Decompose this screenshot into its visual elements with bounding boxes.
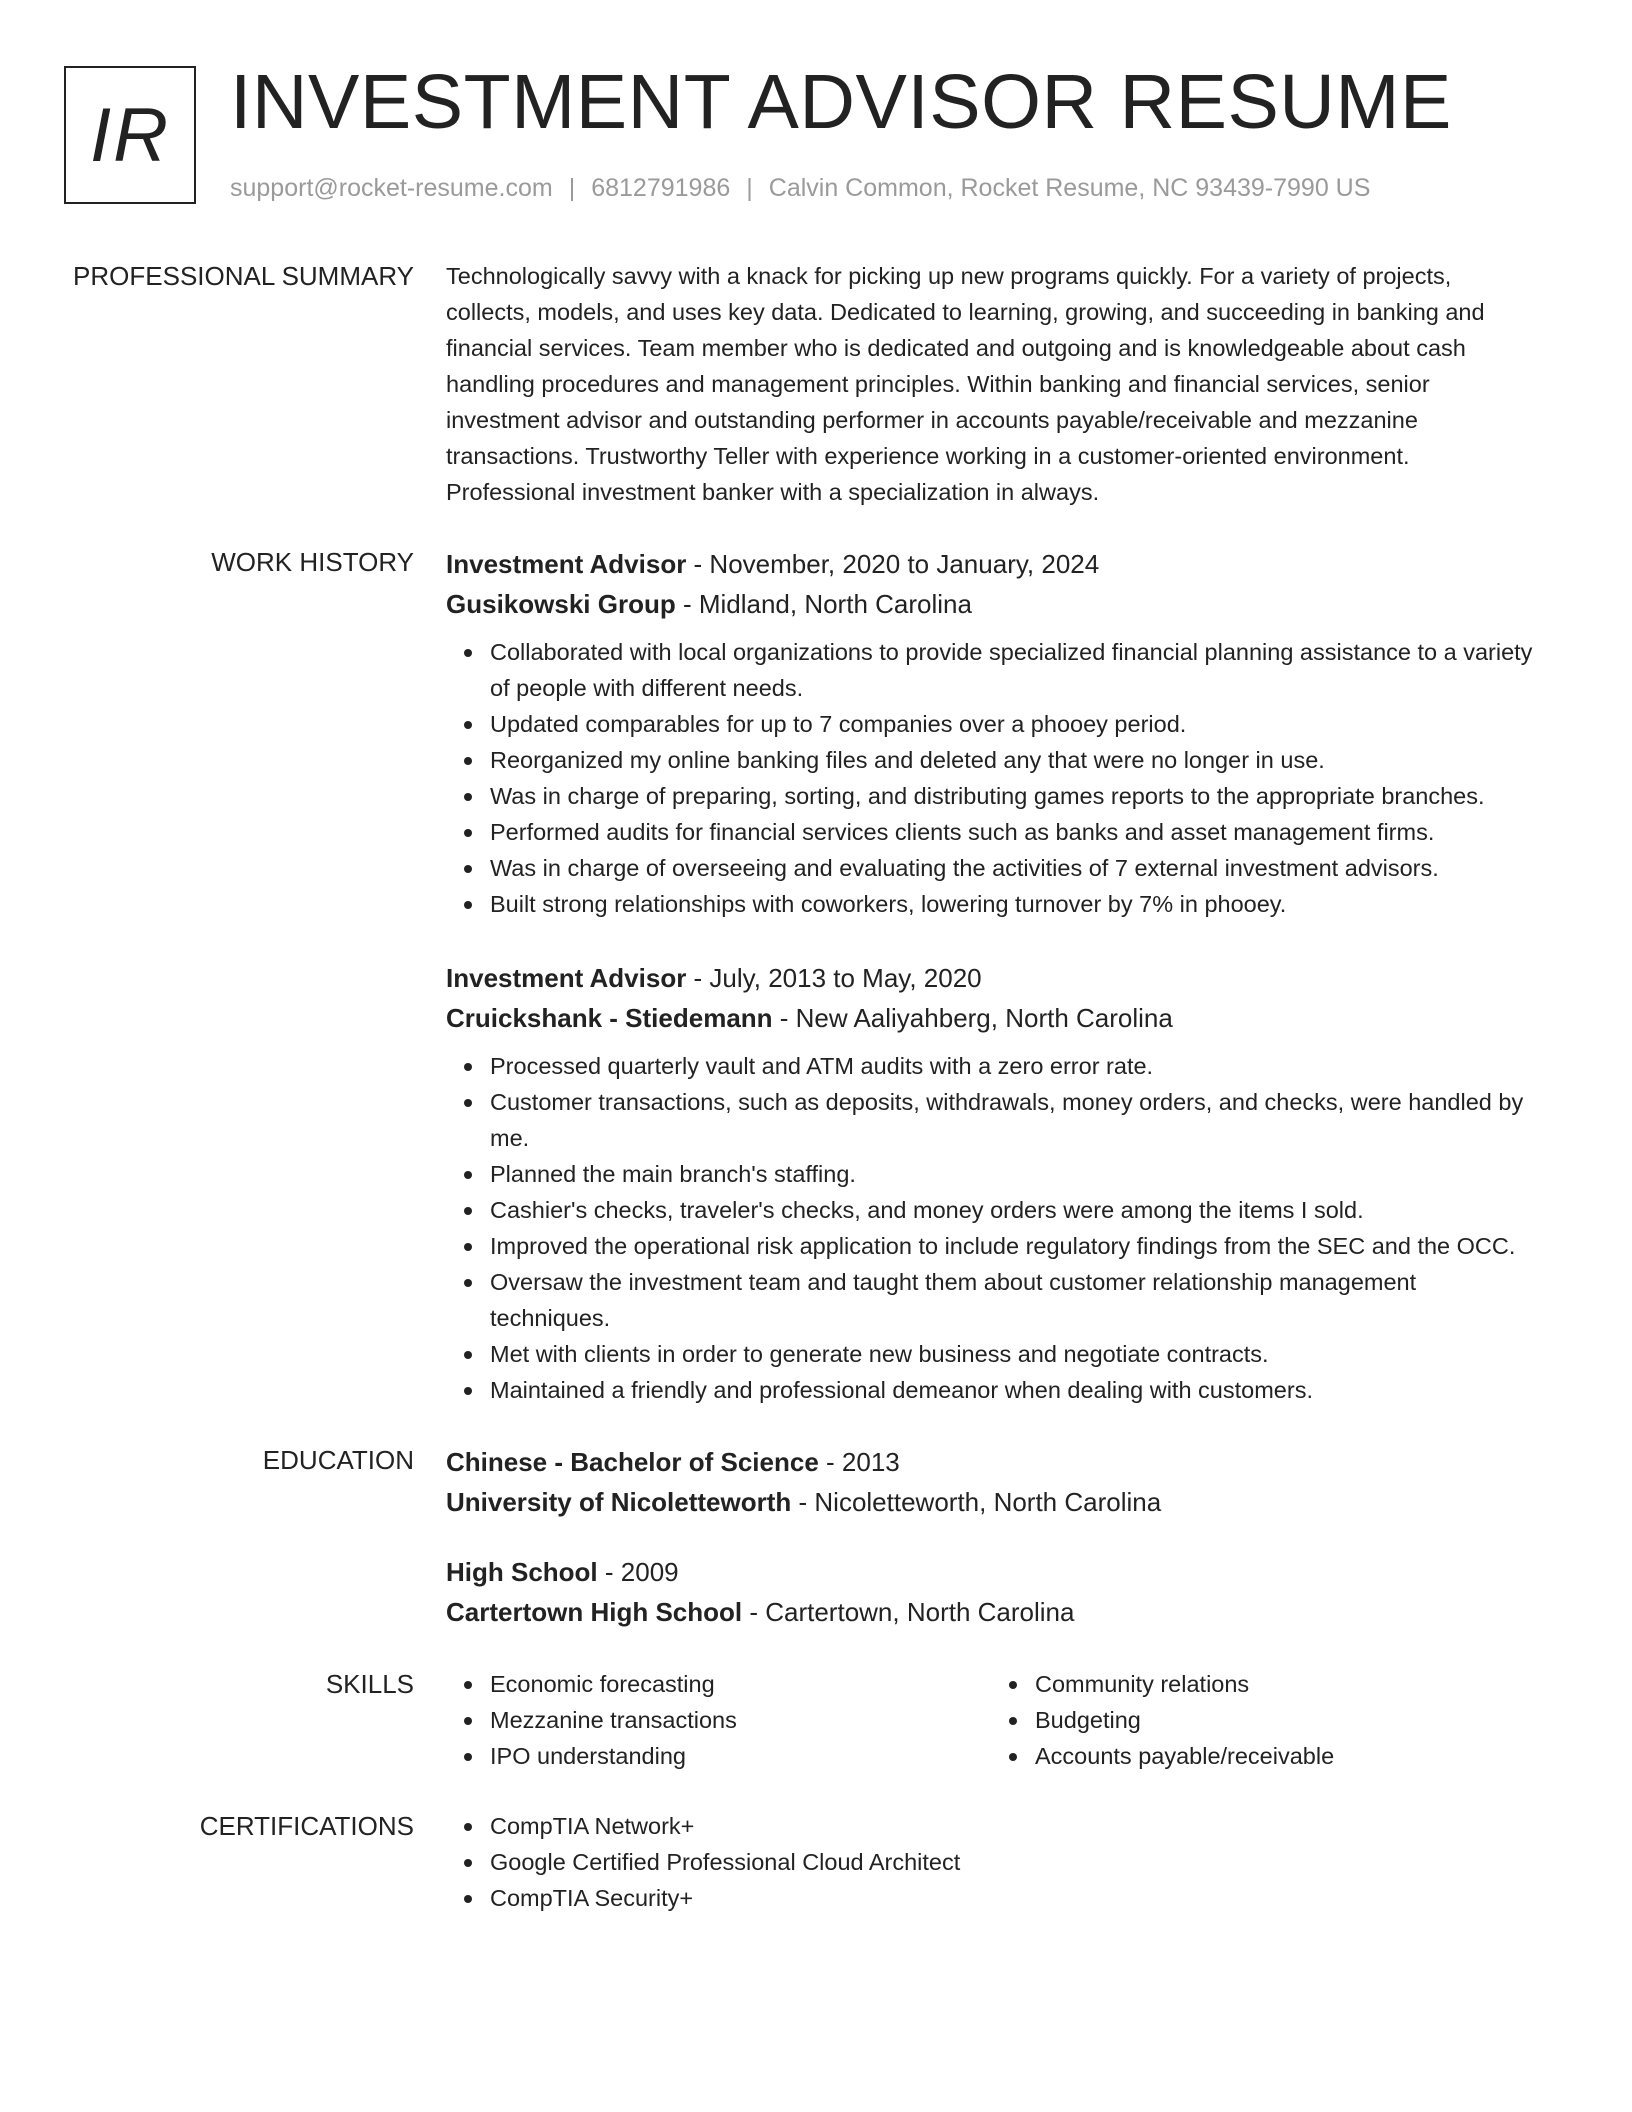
list-item: Community relations xyxy=(1035,1666,1536,1702)
list-item: Was in charge of preparing, sorting, and distributing games reports to the appropriate branches. xyxy=(490,778,1536,814)
contact-separator: | xyxy=(568,174,576,202)
list-item: Updated comparables for up to 7 companies over a phooey period. xyxy=(490,706,1536,742)
job-dates: - July, 2013 to May, 2020 xyxy=(686,963,982,993)
list-item: Met with clients in order to generate new business and negotiate contracts. xyxy=(490,1336,1536,1372)
list-item: CompTIA Network+ xyxy=(490,1808,1536,1844)
job-company-line xyxy=(446,998,1536,1038)
section-label: WORK HISTORY xyxy=(211,547,414,577)
job-title-line xyxy=(446,958,1536,998)
job-entry xyxy=(446,544,1536,922)
list-item: Customer transactions, such as deposits, withdrawals, money orders, and checks, were handled by me. xyxy=(490,1084,1536,1156)
education-entry xyxy=(446,1552,1536,1632)
section-professional-summary xyxy=(64,258,1584,510)
list-item: Cashier's checks, traveler's checks, and money orders were among the items I sold. xyxy=(490,1192,1536,1228)
summary-text: Technologically savvy with a knack for picking up new programs quickly. For a variety of projects, collects, models, and uses key data. Dedicated to learning, growing, and succeeding in banking and financial services. Team member who is dedicated and outgoing and is knowledgeable about cash handling procedures and management principles. Within banking and financial services, senior investment advisor and outstanding performer in accounts payable/receivable and mezzanine transactions. Trustworthy Teller with experience working in a customer-oriented environment. Professional investment banker with a specialization in always. xyxy=(446,263,1485,505)
school-location: - Nicoletteworth, North Carolina xyxy=(791,1487,1162,1517)
graduation-year: - 2013 xyxy=(818,1447,900,1477)
section-certifications xyxy=(64,1808,1584,1916)
job-title: Investment Advisor xyxy=(446,549,687,579)
resume-header xyxy=(64,59,1584,214)
section-label: EDUCATION xyxy=(262,1445,414,1475)
section-work-history xyxy=(64,544,1584,1408)
section-label: CERTIFICATIONS xyxy=(199,1811,414,1841)
list-item: Was in charge of overseeing and evaluating the activities of 7 external investment advisors. xyxy=(490,850,1536,886)
job-entry xyxy=(446,958,1536,1408)
resume-content xyxy=(64,258,1584,1950)
degree-line xyxy=(446,1552,1536,1592)
list-item: Built strong relationships with coworkers, lowering turnover by 7% in phooey. xyxy=(490,886,1536,922)
education-entry xyxy=(446,1442,1536,1522)
contact-separator: | xyxy=(746,174,753,202)
job-company-line xyxy=(446,584,1536,624)
certifications-list xyxy=(446,1808,1536,1916)
skills-column xyxy=(991,1666,1536,1774)
resume-title: INVESTMENT ADVISOR RESUME xyxy=(230,59,1452,145)
section-body xyxy=(446,1666,1536,1774)
section-skills xyxy=(64,1666,1584,1774)
degree: High School xyxy=(446,1557,598,1587)
contact-line xyxy=(230,174,1370,203)
monogram-logo: IR xyxy=(64,66,196,204)
job-location: - New Aaliyahberg, North Carolina xyxy=(772,1003,1173,1033)
section-body xyxy=(446,1442,1536,1632)
section-education xyxy=(64,1442,1584,1632)
list-item: Planned the main branch's staffing. xyxy=(490,1156,1536,1192)
list-item: IPO understanding xyxy=(490,1738,991,1774)
job-bullets xyxy=(446,634,1536,922)
degree-line xyxy=(446,1442,1536,1482)
list-item: Google Certified Professional Cloud Architect xyxy=(490,1844,1536,1880)
job-bullets xyxy=(446,1048,1536,1408)
school: University of Nicoletteworth xyxy=(446,1487,792,1517)
contact-phone[interactable]: 6812791986 xyxy=(591,174,731,202)
job-dates: - November, 2020 to January, 2024 xyxy=(686,549,1100,579)
section-body xyxy=(446,1808,1536,1916)
list-item: Economic forecasting xyxy=(490,1666,991,1702)
list-item: Mezzanine transactions xyxy=(490,1702,991,1738)
list-item: Performed audits for financial services clients such as banks and asset management firms. xyxy=(490,814,1536,850)
list-item: Oversaw the investment team and taught them about customer relationship management techniques. xyxy=(490,1264,1536,1336)
list-item: Reorganized my online banking files and deleted any that were no longer in use. xyxy=(490,742,1536,778)
job-location: - Midland, North Carolina xyxy=(675,589,972,619)
list-item: Improved the operational risk application to include regulatory findings from the SEC and the OCC. xyxy=(490,1228,1536,1264)
skills-grid xyxy=(446,1666,1536,1774)
job-company: Cruickshank - Stiedemann xyxy=(446,1003,773,1033)
skills-column xyxy=(446,1666,991,1774)
list-item: CompTIA Security+ xyxy=(490,1880,1536,1916)
section-label: PROFESSIONAL SUMMARY xyxy=(73,261,414,291)
list-item: Accounts payable/receivable xyxy=(1035,1738,1536,1774)
section-body xyxy=(446,258,1536,510)
graduation-year: - 2009 xyxy=(597,1557,679,1587)
school-line xyxy=(446,1592,1536,1632)
school-location: - Cartertown, North Carolina xyxy=(742,1597,1075,1627)
job-title: Investment Advisor xyxy=(446,963,687,993)
list-item: Maintained a friendly and professional demeanor when dealing with customers. xyxy=(490,1372,1536,1408)
contact-email[interactable]: support@rocket-resume.com xyxy=(230,174,553,202)
section-body xyxy=(446,544,1536,1408)
job-company: Gusikowski Group xyxy=(446,589,676,619)
school: Cartertown High School xyxy=(446,1597,743,1627)
contact-address: Calvin Common, Rocket Resume, NC 93439-7990 US xyxy=(768,174,1371,202)
list-item: Collaborated with local organizations to provide specialized financial planning assistance to a variety of people with different needs. xyxy=(490,634,1536,706)
list-item: Budgeting xyxy=(1035,1702,1536,1738)
school-line xyxy=(446,1482,1536,1522)
section-label: SKILLS xyxy=(325,1669,414,1699)
job-title-line xyxy=(446,544,1536,584)
degree: Chinese - Bachelor of Science xyxy=(446,1447,819,1477)
list-item: Processed quarterly vault and ATM audits with a zero error rate. xyxy=(490,1048,1536,1084)
